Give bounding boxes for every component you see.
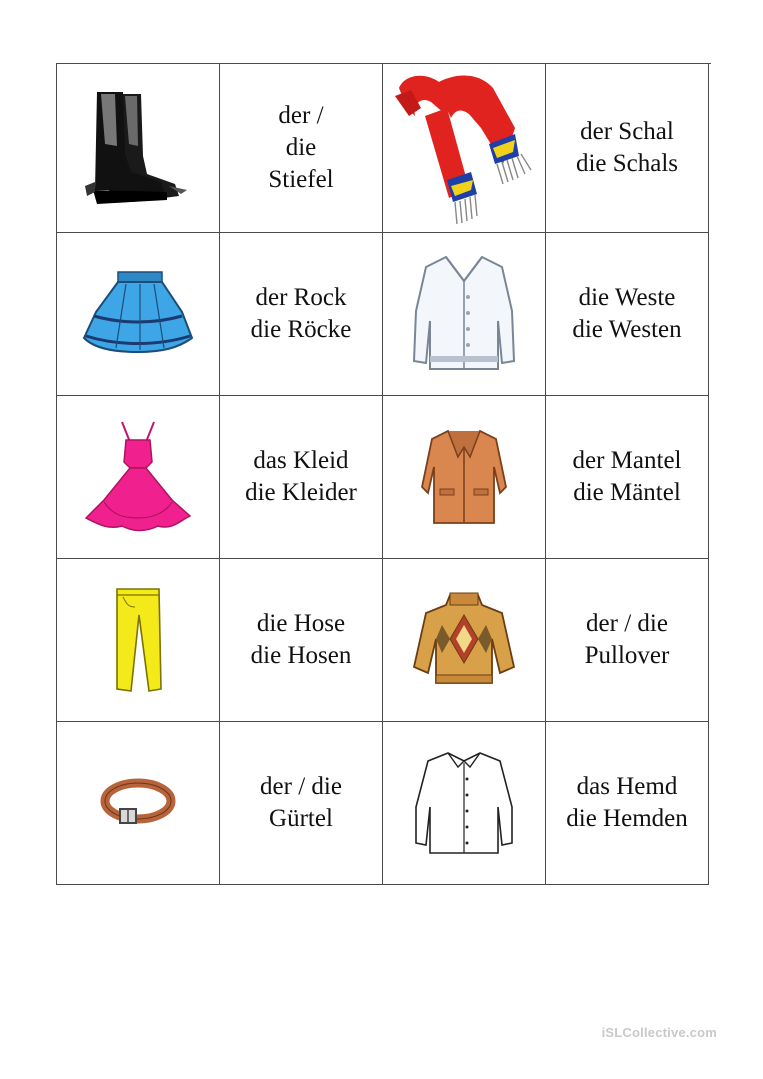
card-image-skirt bbox=[57, 233, 220, 396]
word-label: der / die Stiefel bbox=[268, 102, 334, 193]
word-label: das Hemd die Hemden bbox=[566, 773, 688, 832]
belt-icon bbox=[100, 775, 176, 831]
card-word bbox=[220, 64, 383, 233]
card-word bbox=[220, 722, 383, 885]
sweater-icon bbox=[412, 589, 516, 691]
card-word bbox=[546, 722, 709, 885]
word-label: der / die Gürtel bbox=[260, 773, 342, 832]
trousers-icon bbox=[113, 585, 163, 695]
card-word bbox=[546, 233, 709, 396]
word-label: die Weste die Westen bbox=[572, 284, 682, 343]
scarf-icon bbox=[385, 68, 543, 228]
card-image-coat bbox=[383, 396, 546, 559]
dress-icon bbox=[82, 418, 194, 536]
card-image-belt bbox=[57, 722, 220, 885]
word-label: der Mantel die Mäntel bbox=[572, 447, 682, 506]
boots-icon bbox=[83, 86, 193, 211]
cardigan-icon bbox=[412, 251, 516, 377]
card-image-dress bbox=[57, 396, 220, 559]
card-image-trousers bbox=[57, 559, 220, 722]
word-label: der / die Pullover bbox=[584, 610, 670, 669]
card-word bbox=[546, 559, 709, 722]
card-word bbox=[220, 559, 383, 722]
word-label: der Rock die Röcke bbox=[250, 284, 352, 343]
skirt-icon bbox=[82, 268, 194, 360]
card-image-shirt bbox=[383, 722, 546, 885]
watermark: iSLCollective.com bbox=[601, 1025, 717, 1040]
shirt-icon bbox=[412, 747, 516, 859]
card-image-boots bbox=[57, 64, 220, 233]
word-label: die Hose die Hosen bbox=[250, 610, 352, 669]
card-image-sweater bbox=[383, 559, 546, 722]
card-word bbox=[546, 396, 709, 559]
card-word bbox=[220, 396, 383, 559]
card-word bbox=[220, 233, 383, 396]
card-word bbox=[546, 64, 709, 233]
card-image-scarf bbox=[383, 64, 546, 233]
word-label: das Kleid die Kleider bbox=[245, 447, 357, 506]
card-image-cardigan bbox=[383, 233, 546, 396]
memory-card-grid bbox=[56, 63, 711, 885]
word-label: der Schal die Schals bbox=[575, 118, 679, 177]
coat-icon bbox=[418, 427, 510, 527]
